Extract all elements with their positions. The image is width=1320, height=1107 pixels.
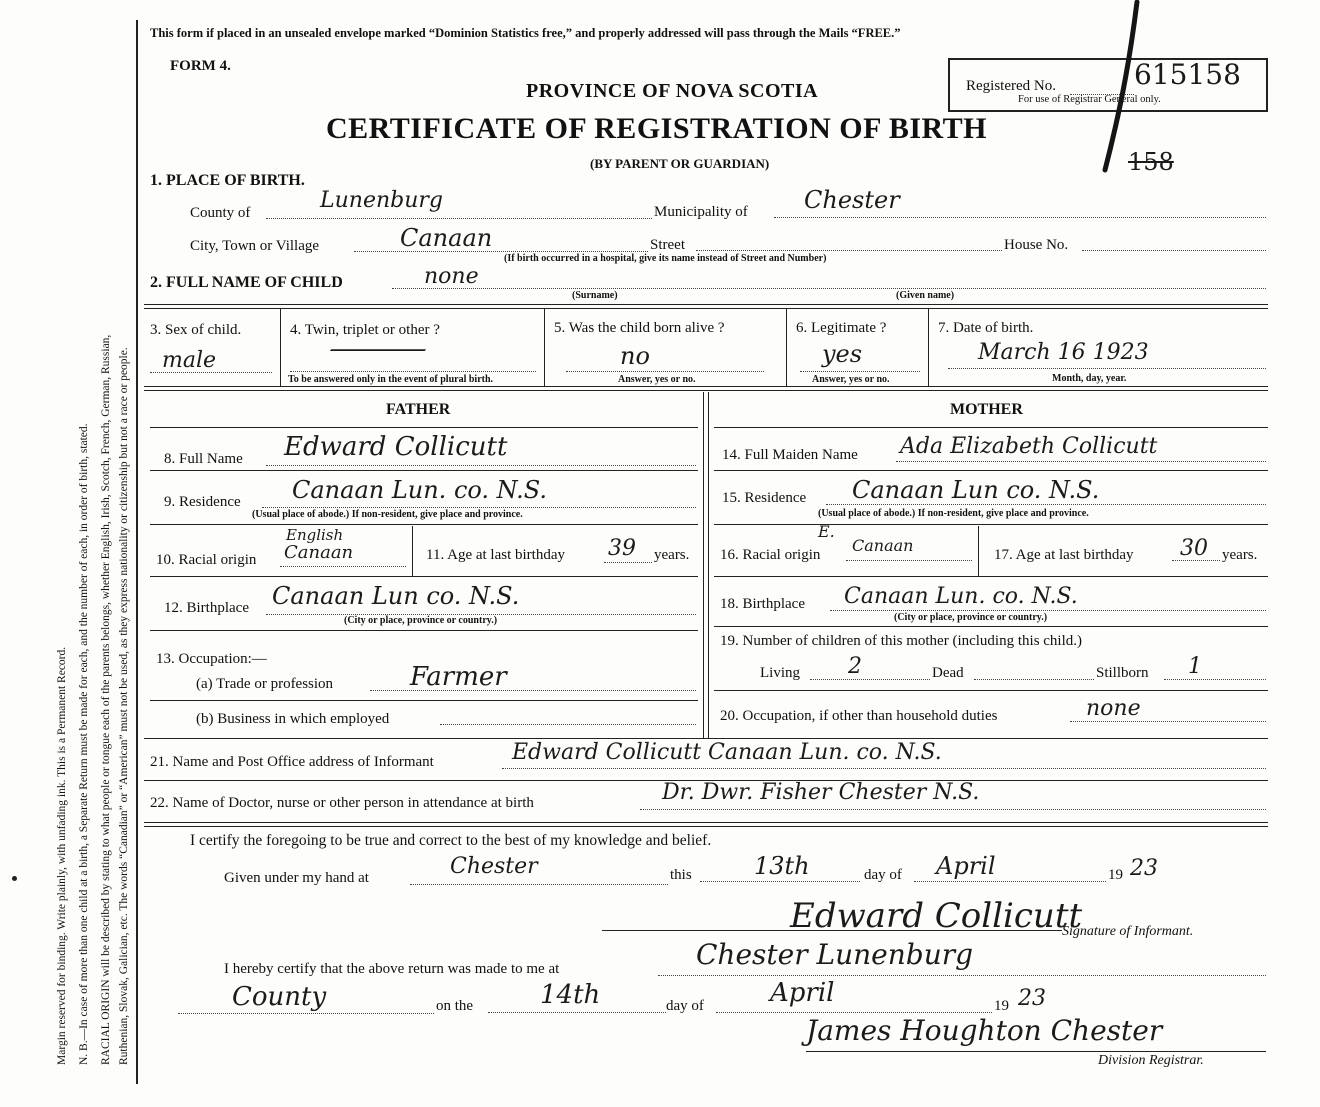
- house-number-label: House No.: [1004, 237, 1069, 253]
- on-the-label: on the: [436, 998, 474, 1014]
- given-place-value: Chester: [450, 854, 538, 879]
- informant-label: 21. Name and Post Office address of Informant: [150, 754, 434, 770]
- twin-label: 4. Twin, triplet or other ?: [290, 322, 440, 338]
- return-statement: I hereby certify that the above return was made to me at: [224, 961, 560, 977]
- mother-occupation-value: none: [1086, 696, 1141, 721]
- legitimate-note: Answer, yes or no.: [812, 374, 890, 385]
- city-label: City, Town or Village: [190, 238, 320, 254]
- top-notice: This form if placed in an unsealed envelope marked “Dominion Statistics free,” and properly addressed will pass through the Mails “FREE.”: [150, 26, 901, 40]
- form-number: FORM 4.: [170, 58, 231, 74]
- year-prefix: 19: [1108, 867, 1123, 883]
- hospital-note: (If birth occurred in a hospital, give its name instead of Street and Number): [504, 253, 827, 264]
- mother-racial-extra: E.: [818, 522, 835, 541]
- registrar-note: For use of Registrar General only.: [1018, 94, 1161, 105]
- father-age-label: 11. Age at last birthday: [426, 547, 565, 563]
- stillborn-label: Stillborn: [1096, 665, 1149, 681]
- attendant-label: 22. Name of Doctor, nurse or other person in attendance at birth: [150, 795, 534, 811]
- given-day-value: 13th: [754, 852, 810, 880]
- return-day-of-label: day of: [666, 998, 704, 1014]
- informant-value: Edward Collicutt Canaan Lun. co. N.S.: [512, 740, 942, 765]
- county-word: County: [232, 982, 327, 1012]
- father-racial-extra: English: [286, 526, 344, 544]
- this-label: this: [670, 867, 692, 883]
- legitimate-label: 6. Legitimate ?: [796, 320, 887, 336]
- registrar-signature: James Houghton Chester: [806, 1014, 1163, 1047]
- mother-age-value: 30: [1180, 536, 1208, 561]
- father-header: FATHER: [386, 401, 451, 418]
- father-residence-label: 9. Residence: [164, 494, 241, 510]
- return-month-value: April: [770, 978, 835, 1008]
- county-label: County of: [190, 205, 251, 221]
- return-day-value: 14th: [540, 980, 601, 1010]
- born-alive-value: no: [620, 342, 650, 370]
- father-name-label: 8. Full Name: [164, 451, 243, 467]
- day-of-label: day of: [864, 867, 902, 883]
- mother-header: MOTHER: [950, 401, 1023, 418]
- form-left-border: [136, 20, 138, 1084]
- place-of-birth-heading: 1. PLACE OF BIRTH.: [150, 172, 305, 189]
- mother-birthplace-note: (City or place, province or country.): [894, 612, 1048, 623]
- father-name-value: Edward Collicutt: [284, 432, 508, 462]
- born-alive-note: Answer, yes or no.: [618, 374, 696, 385]
- mother-name-label: 14. Full Maiden Name: [722, 447, 858, 463]
- mother-birthplace-value: Canaan Lun. co. N.S.: [844, 584, 1078, 609]
- street-label: Street: [650, 237, 685, 253]
- given-under-label: Given under my hand at: [224, 870, 369, 886]
- mother-residence-label: 15. Residence: [722, 490, 807, 506]
- father-racial-label: 10. Racial origin: [156, 552, 257, 568]
- side-number: 158: [1128, 148, 1174, 176]
- mother-racial-label: 16. Racial origin: [720, 547, 821, 563]
- father-birthplace-value: Canaan Lun co. N.S.: [272, 582, 520, 610]
- certify-statement: I certify the foregoing to be true and correct to the best of my knowledge and belief.: [190, 832, 712, 849]
- sex-label: 3. Sex of child.: [150, 322, 242, 338]
- born-alive-label: 5. Was the child born alive ?: [554, 320, 725, 336]
- trade-label: (a) Trade or profession: [196, 676, 334, 692]
- mother-age-years: years.: [1222, 547, 1258, 563]
- margin-dot: [12, 876, 17, 881]
- child-name-value: none: [424, 264, 479, 289]
- margin-note-4: Ruthenian, Slovak, Galician, etc. The words “Canadian” or “American” must not be used, as they express nationality or citizenship but not a race or people.: [118, 347, 130, 1065]
- return-place-value: Chester Lunenburg: [696, 938, 974, 971]
- given-month-value: April: [936, 852, 996, 880]
- father-birthplace-note: (City or place, province or country.): [344, 615, 498, 626]
- certificate-subtitle: (BY PARENT OR GUARDIAN): [590, 156, 770, 171]
- municipality-value: Chester: [804, 186, 900, 214]
- margin-note-2: N. B.—In case of more than one child at a birth, a Separate Return must be made for each, and the number of each, in order of birth, stated.: [78, 423, 90, 1065]
- mother-racial-value: Canaan: [852, 536, 914, 555]
- dead-label: Dead: [932, 665, 964, 681]
- father-residence-note: (Usual place of abode.) If non-resident, give place and province.: [252, 509, 523, 520]
- registrar-signature-caption: Division Registrar.: [1098, 1053, 1204, 1068]
- sex-value: male: [162, 348, 217, 373]
- margin-note-3: RACIAL ORIGIN will be described by stating to what people or tongue each of the parents belongs, whether English, Irish, Scotch, French, German, Russian,: [100, 334, 112, 1065]
- return-year-value: 23: [1018, 986, 1046, 1011]
- living-value: 2: [848, 654, 862, 679]
- city-value: Canaan: [400, 224, 493, 252]
- informant-signature-caption: Signature of Informant.: [1062, 924, 1194, 939]
- informant-signature: Edward Collicutt: [790, 896, 1083, 936]
- father-residence-value: Canaan Lun. co. N.S.: [292, 476, 547, 504]
- business-label: (b) Business in which employed: [196, 711, 390, 727]
- father-age-years: years.: [654, 547, 690, 563]
- county-value: Lunenburg: [320, 188, 443, 213]
- trade-value: Farmer: [410, 662, 507, 692]
- given-name-note: (Given name): [896, 290, 955, 301]
- father-racial-value: Canaan: [284, 542, 354, 563]
- stillborn-value: 1: [1188, 654, 1202, 679]
- child-name-label: 2. FULL NAME OF CHILD: [150, 274, 343, 291]
- attendant-value: Dr. Dwr. Fisher Chester N.S.: [662, 780, 980, 805]
- twin-value: —: [326, 334, 430, 364]
- province-heading: PROVINCE OF NOVA SCOTIA: [526, 80, 819, 102]
- surname-note: (Surname): [572, 290, 618, 301]
- birth-date-note: Month, day, year.: [1052, 373, 1127, 384]
- twin-note: To be answered only in the event of plural birth.: [288, 374, 494, 385]
- father-age-value: 39: [608, 536, 636, 561]
- mother-name-value: Ada Elizabeth Collicutt: [900, 434, 1158, 459]
- legitimate-value: yes: [822, 340, 863, 368]
- mother-age-label: 17. Age at last birthday: [994, 547, 1134, 563]
- given-year-value: 23: [1130, 856, 1158, 881]
- municipality-label: Municipality of: [654, 204, 748, 220]
- children-label: 19. Number of children of this mother (including this child.): [720, 633, 1083, 649]
- occupation-label: 13. Occupation:—: [156, 651, 267, 667]
- father-birthplace-label: 12. Birthplace: [164, 600, 249, 616]
- mother-residence-value: Canaan Lun co. N.S.: [852, 476, 1100, 504]
- birth-date-label: 7. Date of birth.: [938, 320, 1034, 336]
- return-year-prefix: 19: [994, 998, 1009, 1014]
- mother-birthplace-label: 18. Birthplace: [720, 596, 805, 612]
- registered-number: 615158: [1134, 58, 1241, 91]
- margin-note-1: Margin reserved for binding. Write plainly, with unfading ink. This is a Permanent Record.: [56, 646, 68, 1065]
- living-label: Living: [760, 665, 800, 681]
- certificate-title: CERTIFICATE OF REGISTRATION OF BIRTH: [326, 112, 987, 145]
- birth-date-value: March 16 1923: [978, 340, 1149, 365]
- registered-label: Registered No.: [966, 78, 1056, 94]
- mother-occupation-label: 20. Occupation, if other than household duties: [720, 708, 998, 724]
- mother-residence-note: (Usual place of abode.) If non-resident, give place and province.: [818, 508, 1089, 519]
